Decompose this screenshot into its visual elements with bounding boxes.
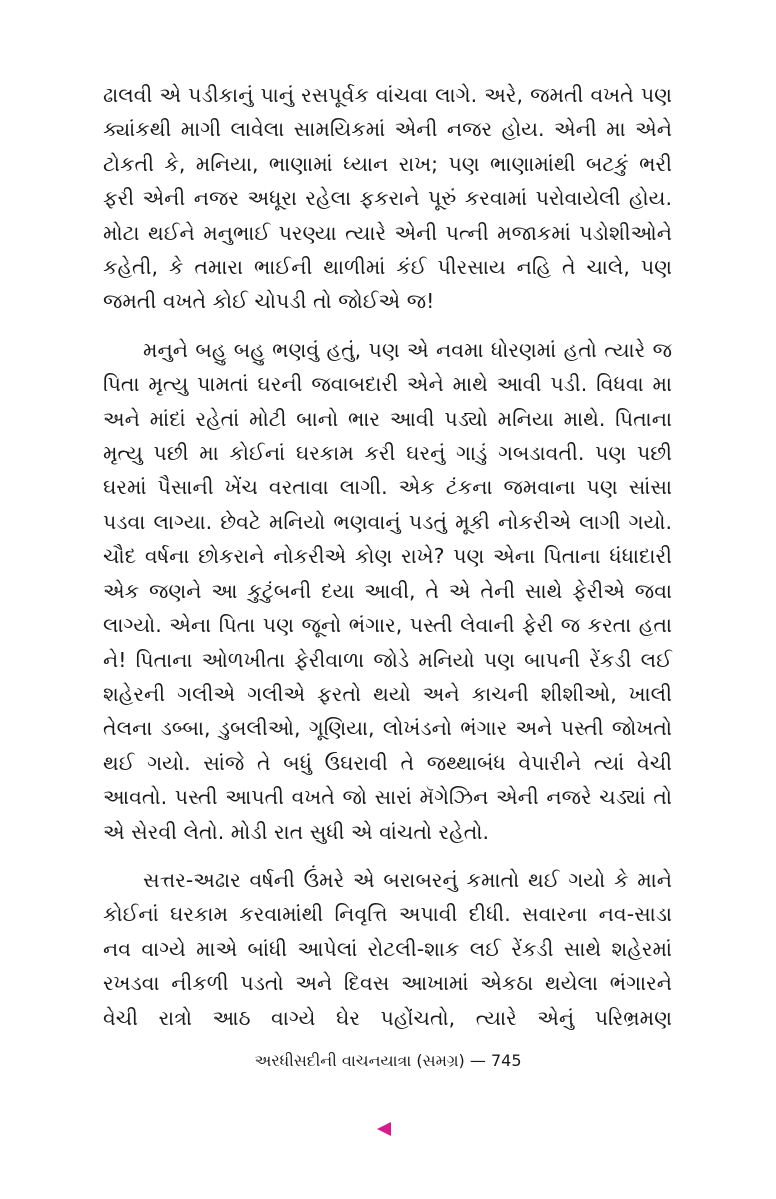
page-body bbox=[103, 78, 672, 1049]
prev-page-arrow-icon[interactable] bbox=[377, 1122, 391, 1136]
paragraph-2: મનુને બહુ બહુ ભણવું હતું, પણ એ નવમા ધોરણમાં હતો ત્યારે જ પિતા મૃત્યુ પામતાં ઘરની જવાબદારી એને માથે આવી પડી. વિધવા મા અને માંદાં રહેતાં મોટી બાનો ભાર આવી પડ્યો મનિયા માથે. પિતાના મૃત્યુ પછી મા કોઈનાં ઘરકામ કરી ઘરનું ગાડું ગબડાવતી. પણ પછી ઘરમાં પૈસાની ખેંચ વરતાવા લાગી. એક ટંકના જમવાના પણ સાંસા પડવા લાગ્યા. છેવટે મનિયો ભણવાનું પડતું મૂકી નોકરીએ લાગી ગયો. ચૌદ વર્ષના છોકરાને નોકરીએ કોણ રાખે? પણ એના પિતાના ધંધાદારી એક જણને આ કુટુંબની દયા આવી, તે એ તેની સાથે ફેરીએ જવા લાગ્યો. એના પિતા પણ જૂનો ભંગાર, પસ્તી લેવાની ફેરી જ કરતા હતા ને! પિતાના ઓળખીતા ફેરીવાળા જોડે મનિયો પણ બાપની રેંકડી લઈ શહેરની ગલીએ ગલીએ ફરતો થયો અને કાચની શીશીઓ, ખાલી તેલના ડબ્બા, ડુબલીઓ, ગૂણિયા, લોખંડનો ભંગાર અને પસ્તી જોખતો થઈ ગયો. સાંજે તે બધું ઉઘરાવી તે જથ્થાબંધ વેપારીને ત્યાં વેચી આવતો. પસ્તી આપતી વખતે જો સારાં મૅગેઝિન એની નજરે ચડ્યાં તો એ સેરવી લેતો. મોડી રાત સુધી એ વાંચતો રહેતો. bbox=[103, 337, 672, 844]
paragraph-3: સત્તર-અઢાર વર્ષની ઉંમરે એ બરાબરનું કમાતો થઈ ગયો કે માને કોઈનાં ઘરકામ કરવામાંથી નિવૃત્તિ અપાવી દીધી. સવારના નવ-સાડા નવ વાગ્યે માએ બાંધી આપેલાં રોટલી-શાક લઈ રેંકડી સાથે શહેરમાં રખડવા નીકળી પડતો અને દિવસ આખામાં એકઠા થયેલા ભંગારને વેચી રાત્રો આઠ વાગ્યે ઘેર પહોંચતો, ત્યારે એનું પરિભ્રમણ bbox=[103, 867, 672, 1030]
page-footer: અરધીસદીની વાચનયાત્રા (સમગ્ર) — 745 bbox=[254, 1051, 522, 1070]
paragraph-1: ઢાલવી એ પડીકાનું પાનું રસપૂર્વક વાંચવા લાગે. અરે, જમતી વખતે પણ ક્યાંકથી માગી લાવેલા સામયિકમાં એની નજર હોય. એની મા એને ટોકતી કે, મનિયા, ભાણામાં ધ્યાન રાખ; પણ ભાણામાંથી બટકું ભરી ફરી એની નજર અધૂરા રહેલા ફકરાને પૂરું કરવામાં પરોવાયેલી હોય. મોટા થઈને મનુભાઈ પરણ્યા ત્યારે એની પત્ની મજાકમાં પડોશીઓને કહેતી, કે તમારા ભાઈની થાળીમાં કંઈ પીરસાય નહિ તે ચાલે, પણ જમતી વખતે કોઈ ચોપડી તો જોઈએ જ! bbox=[103, 83, 672, 314]
